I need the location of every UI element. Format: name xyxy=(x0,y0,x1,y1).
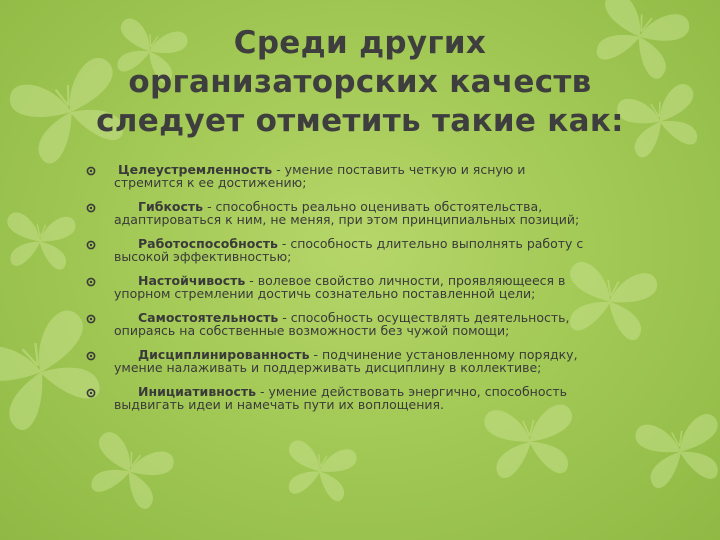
item-term: Инициативность xyxy=(138,384,257,399)
list-item xyxy=(86,200,638,237)
flower-bullet-icon xyxy=(86,203,96,213)
item-description: - волевое свойство личности, проявляющееся в xyxy=(245,273,566,288)
item-description-line2: высокой эффективностью; xyxy=(114,249,292,264)
item-description: - способность реально оценивать обстоятельства, xyxy=(203,199,543,214)
flower-bullet-icon xyxy=(86,277,96,287)
list-item xyxy=(86,237,638,274)
item-description: - умение поставить четкую и ясную и xyxy=(272,162,526,177)
item-description: - способность длительно выполнять работу с xyxy=(277,236,584,251)
title-line: следует отметить такие как: xyxy=(96,103,624,139)
item-description: - способность осуществлять деятельность, xyxy=(278,310,570,325)
list-item xyxy=(86,163,638,200)
qualities-list xyxy=(86,163,638,422)
butterfly-icon xyxy=(82,429,176,513)
item-description: - подчинение установленному порядку, xyxy=(309,347,578,362)
list-item xyxy=(86,311,638,348)
item-description: - умение действовать энергично, способность xyxy=(256,384,567,399)
list-item xyxy=(86,274,638,311)
item-term: Дисциплинированность xyxy=(138,347,310,362)
butterfly-icon xyxy=(3,212,76,271)
butterfly-icon xyxy=(281,439,358,503)
butterfly-icon xyxy=(634,412,720,490)
title-line: Среди других xyxy=(233,25,487,61)
item-description-line2: опираясь на собственные возможности без чужой помощи; xyxy=(114,323,510,338)
item-description-line2: выдвигать идеи и намечать пути их воплощения. xyxy=(114,397,445,412)
flower-bullet-icon xyxy=(86,240,96,250)
flower-bullet-icon xyxy=(86,388,96,398)
flower-bullet-icon xyxy=(86,314,96,324)
item-description-line2: адаптироваться к ним, не меняя, при этом принципиальных позиций; xyxy=(114,212,580,227)
item-term: Работоспособность xyxy=(138,236,278,251)
item-description-line2: стремится к ее достижению; xyxy=(114,175,307,190)
item-term: Гибкость xyxy=(138,199,204,214)
item-description-line2: умение налаживать и поддерживать дисциплину в коллективе; xyxy=(114,360,542,375)
item-term: Самостоятельность xyxy=(138,310,279,325)
slide-title xyxy=(60,24,660,141)
title-line: организаторских качеств xyxy=(128,64,592,100)
list-item xyxy=(86,385,638,422)
flower-bullet-icon xyxy=(86,166,96,176)
item-term: Целеустремленность xyxy=(118,162,273,177)
item-description-line2: упорном стремлении достичь сознательно поставленной цели; xyxy=(114,286,536,301)
list-item xyxy=(86,348,638,385)
item-term: Настойчивость xyxy=(138,273,246,288)
flower-bullet-icon xyxy=(86,351,96,361)
